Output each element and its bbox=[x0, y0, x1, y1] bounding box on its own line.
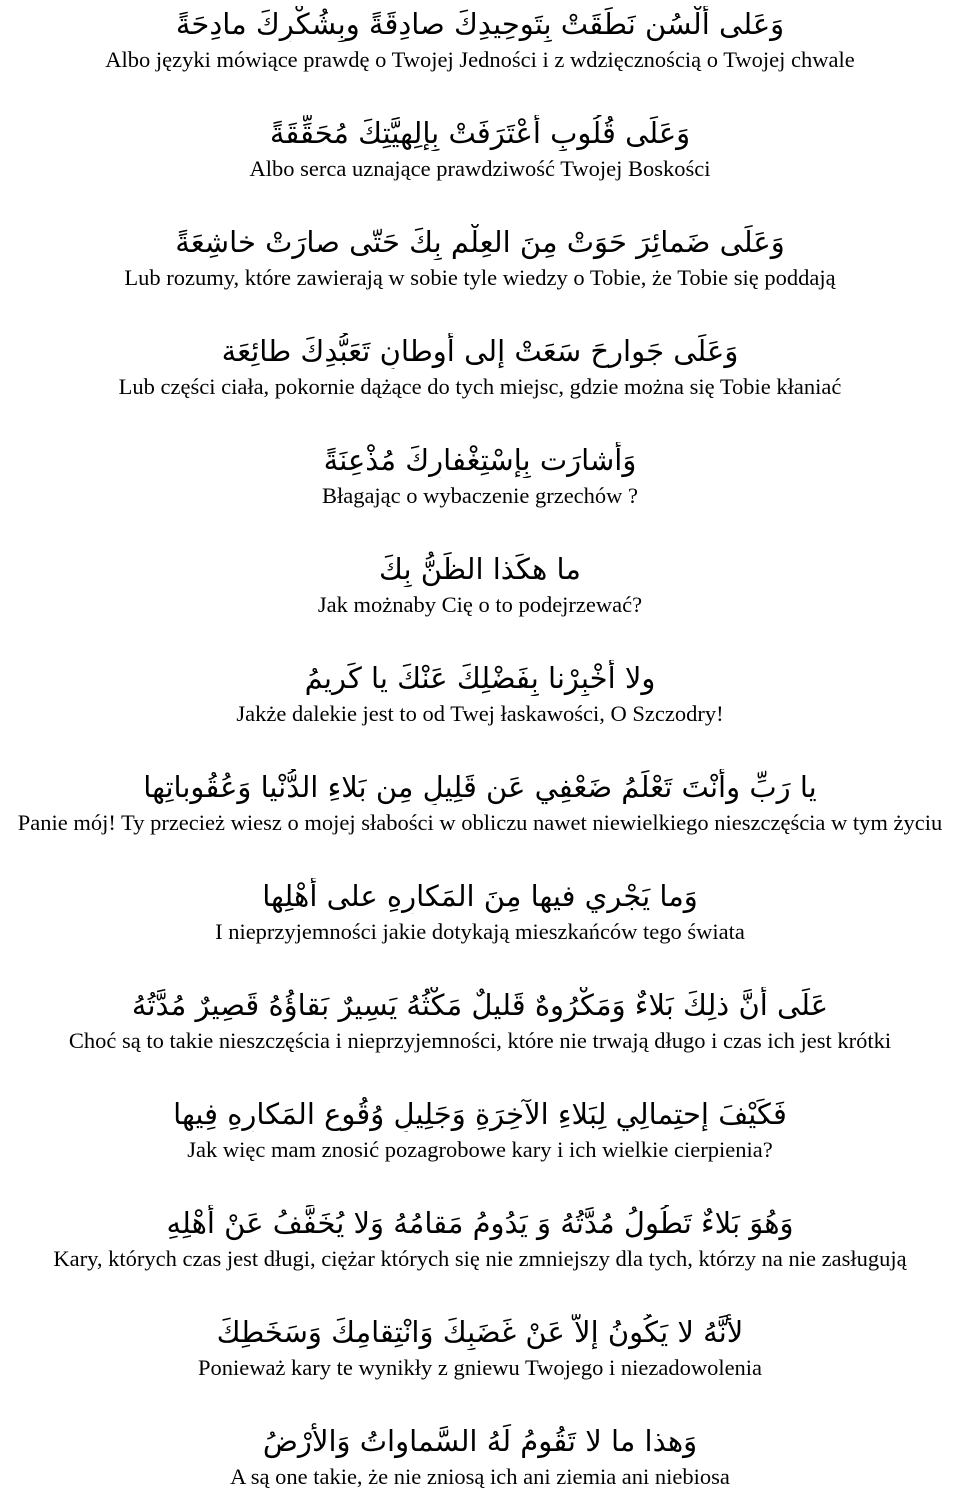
arabic-line: وَعَلَى قُلُوبٍ أَعْتَرَفَتْ بِإلِهِيَّتِكَ مُحَقِّقَةً bbox=[269, 116, 691, 150]
verse-13 bbox=[6, 1314, 954, 1382]
arabic-line: ولا أُخْبِرْنا بِفَضْلِكَ عَنْكَ يا كَريمُ bbox=[304, 661, 656, 695]
arabic-line: لأنَّهُ لا يَكُونُ إلاّ عَنْ غَضَبِكَ وَانْتِقامِكَ وَسَخَطِكَ bbox=[216, 1315, 744, 1349]
polish-translation: Jak więc mam znosić pozagrobowe kary i ich wielkie cierpienia? bbox=[187, 1137, 773, 1162]
arabic-line: وَعَلى أَلْسُنٍ نَطَقَتْ بِتَوحِيدِكَ صادِقَةً وبِشُكْرِكَ مادِحَةً bbox=[175, 7, 785, 41]
polish-translation: Albo języki mówiące prawdę o Twojej Jedności i z wdzięcznością o Twojej chwale bbox=[105, 47, 855, 72]
verse-6 bbox=[6, 551, 954, 619]
polish-translation: Jakże dalekie jest to od Twej łaskawości, O Szczodry! bbox=[236, 701, 724, 726]
verse-12 bbox=[6, 1205, 954, 1273]
arabic-line: ما هكَذا الظَنُّ بِكَ bbox=[379, 552, 581, 586]
verse-10 bbox=[6, 987, 954, 1055]
verse-5 bbox=[6, 442, 954, 510]
verse-3 bbox=[6, 224, 954, 292]
verse-8 bbox=[6, 769, 954, 837]
polish-translation: Lub rozumy, które zawierają w sobie tyle wiedzy o Tobie, że Tobie się poddają bbox=[124, 265, 836, 290]
polish-translation: Ponieważ kary te wynikły z gniewu Twojego i niezadowolenia bbox=[197, 1355, 763, 1380]
polish-translation: Albo serca uznające prawdziwość Twojej Boskości bbox=[249, 156, 711, 181]
arabic-line: فَكَيْفَ إحتِمالِي لِبَلاءِ الآخِرَةِ وَجَلِيلِ وُقُوعِ المَكارِهِ فِيها bbox=[173, 1097, 787, 1131]
arabic-line: وَما يَجْري فيها مِنَ المَكارِهِ على أهْلِها bbox=[262, 879, 698, 913]
polish-translation: Błagając o wybaczenie grzechów ? bbox=[321, 483, 639, 508]
arabic-line: يا رَبِّ وأنْتَ تَعْلَمُ ضَعْفِي عَن قَلِيلٍ مِن بَلاءِ الدُّنْيا وَعُقُوباتِها bbox=[143, 770, 817, 804]
verse-4 bbox=[6, 333, 954, 401]
arabic-line: وَهذا ما لا تَقُومُ لَهُ السَّماواتُ وَالأَرْضُ bbox=[262, 1424, 698, 1458]
verse-9 bbox=[6, 878, 954, 946]
verse-11 bbox=[6, 1096, 954, 1164]
polish-translation: Choć są to takie nieszczęścia i nieprzyjemności, które nie trwają długo i czas ich jest krótki bbox=[68, 1028, 892, 1053]
arabic-line: وَعَلَى جَوارِحَ سَعَتْ إلى أوطانِ تَعَبُّدِكَ طائِعَة bbox=[221, 334, 739, 368]
arabic-line: وَأَشارَت بِإسْتِغْفارِكَ مُذْعِنَةً bbox=[323, 443, 637, 477]
polish-translation: Kary, których czas jest długi, ciężar których się nie zmniejszy dla tych, którzy na nie zasługują bbox=[53, 1246, 907, 1271]
arabic-line: وَهُوَ بَلاءٌ تَطُولُ مُدَّتُهُ وَ يَدُومُ مَقامُهُ وَلا يُخَفَّفُ عَنْ أَهْلِهِ bbox=[166, 1206, 794, 1240]
polish-translation: Panie mój! Ty przecież wiesz o mojej słabości w obliczu nawet niewielkiego nieszczęścia w tym życiu bbox=[17, 810, 943, 835]
polish-translation: Jak możnaby Cię o to podejrzewać? bbox=[317, 592, 643, 617]
verse-7 bbox=[6, 660, 954, 728]
verse-1 bbox=[6, 6, 954, 74]
polish-translation: Lub części ciała, pokornie dążące do tych miejsc, gdzie można się Tobie kłaniać bbox=[118, 374, 842, 399]
polish-translation: I nieprzyjemności jakie dotykają mieszkańców tego świata bbox=[215, 919, 745, 944]
arabic-line: وَعَلَى ضَمائِرَ حَوَتْ مِنَ العِلْمِ بِكَ حَتّى صارَتْ خاشِعَةً bbox=[175, 225, 785, 259]
verse-2 bbox=[6, 115, 954, 183]
arabic-line: عَلَى أنَّ ذلِكَ بَلاءٌ وَمَكْرُوهٌ قَليلٌ مَكْثُهُ يَسِيرٌ بَقاؤُهُ قَصِيرٌ مُدَّتُهُ bbox=[131, 988, 829, 1022]
polish-translation: A są one takie, że nie zniosą ich ani ziemia ani niebiosa bbox=[230, 1464, 730, 1489]
